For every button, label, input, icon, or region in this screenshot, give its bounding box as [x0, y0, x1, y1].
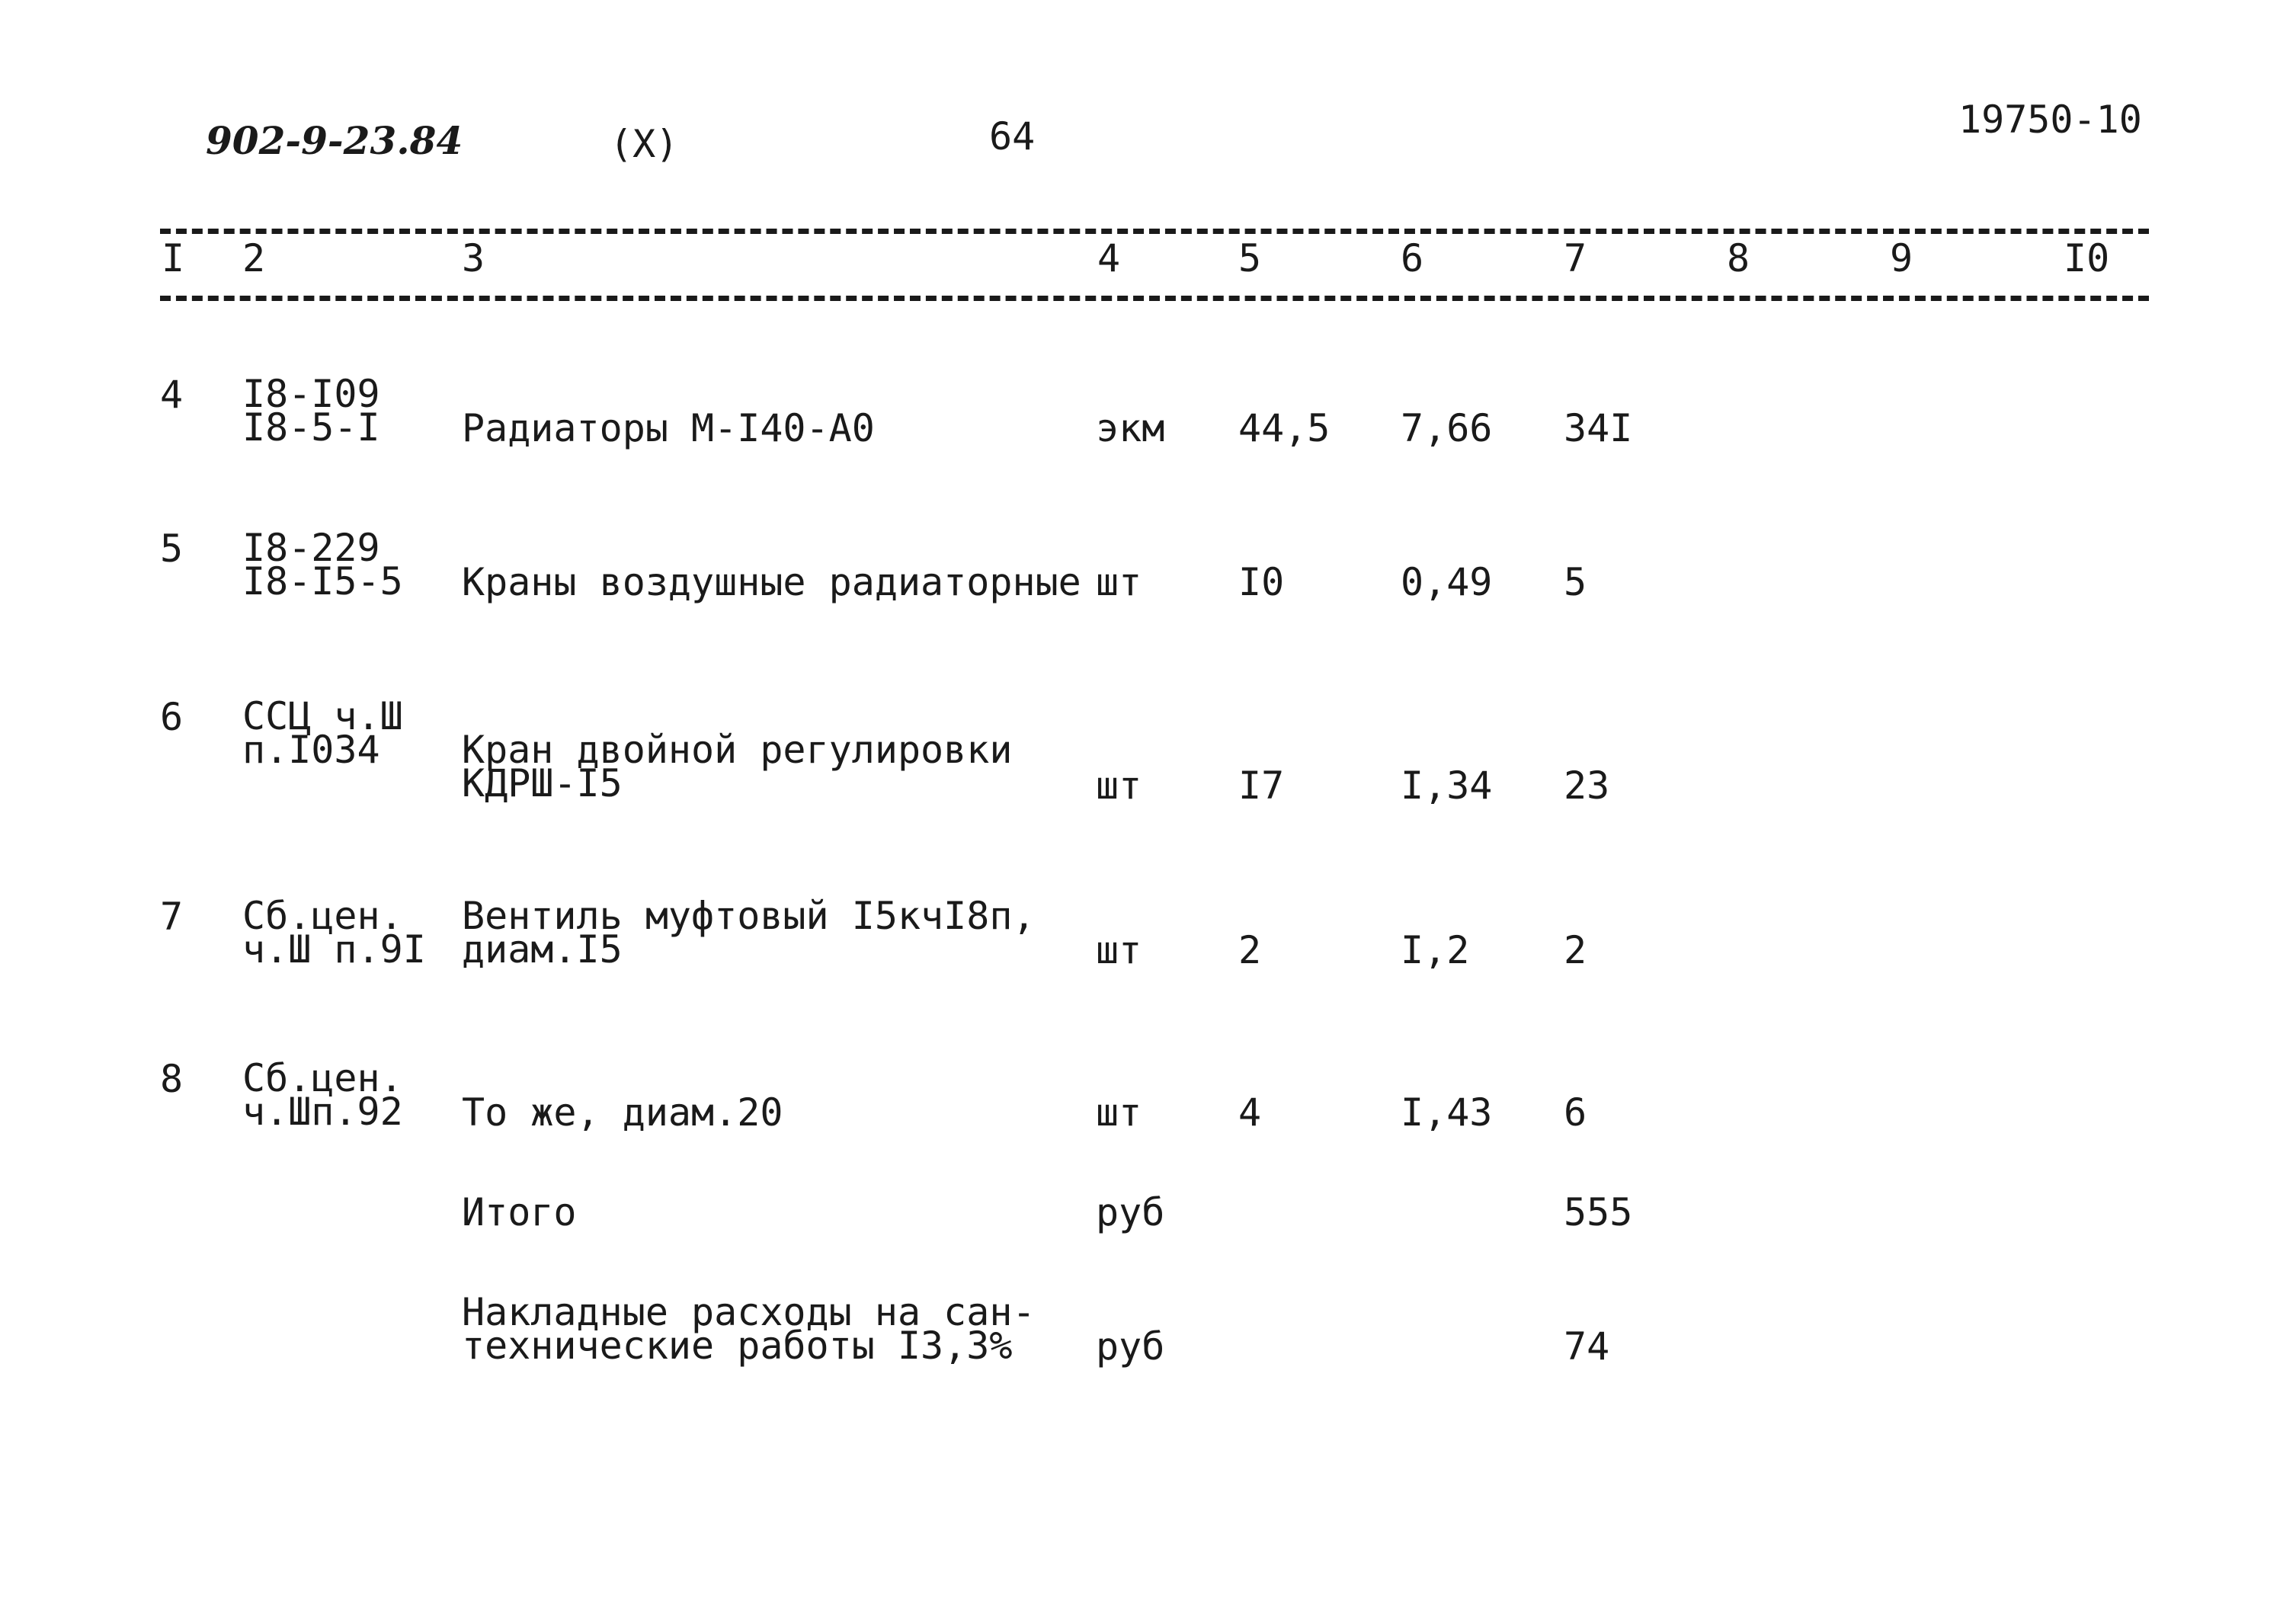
- total-cost: 555: [1564, 1190, 1633, 1234]
- column-header-8: 8: [1727, 236, 1750, 280]
- column-header-5: 5: [1238, 236, 1262, 280]
- item-name: Итого: [462, 1190, 577, 1234]
- item-name: Накладные расходы на сан- технические работы I3,3%: [462, 1290, 1036, 1368]
- row-number: 4: [160, 373, 184, 417]
- unit: шт: [1096, 764, 1142, 808]
- column-header-3: 3: [462, 236, 485, 280]
- total-cost: 2: [1564, 928, 1587, 972]
- unit-price: I,34: [1401, 764, 1493, 808]
- unit: руб: [1096, 1190, 1165, 1234]
- header-bottom-rule: [160, 296, 2149, 301]
- column-header-2: 2: [242, 236, 266, 280]
- unit: шт: [1096, 560, 1142, 604]
- header-top-rule: [160, 229, 2149, 234]
- item-name: Вентиль муфтовый I5кчI8п, диам.I5: [462, 894, 1036, 972]
- unit-price: I,43: [1401, 1090, 1493, 1135]
- page-number: 64: [989, 114, 1036, 158]
- reference-code: I8-229 I8-I5-5: [242, 526, 403, 603]
- item-name: Краны воздушные радиаторные: [462, 560, 1081, 604]
- unit: экм: [1096, 406, 1165, 450]
- column-header-4: 4: [1097, 236, 1121, 280]
- unit-price: 7,66: [1401, 406, 1493, 450]
- quantity: 4: [1238, 1090, 1262, 1135]
- column-header-6: 6: [1401, 236, 1424, 280]
- row-number: 6: [160, 695, 184, 739]
- reference-code: ССЦ ч.Ш п.I034: [242, 694, 403, 772]
- column-header-10: I0: [2064, 236, 2110, 280]
- unit-price: I,2: [1401, 928, 1470, 972]
- unit: шт: [1096, 928, 1142, 972]
- unit: руб: [1096, 1324, 1165, 1369]
- quantity: I7: [1238, 764, 1285, 808]
- total-cost: 74: [1564, 1324, 1610, 1369]
- section-label: (X): [610, 122, 679, 166]
- unit-price: 0,49: [1401, 560, 1493, 604]
- quantity: 44,5: [1238, 406, 1331, 450]
- total-cost: 5: [1564, 560, 1587, 604]
- total-cost: 34I: [1564, 406, 1633, 450]
- row-number: 8: [160, 1057, 184, 1101]
- column-header-9: 9: [1890, 236, 1913, 280]
- quantity: I0: [1238, 560, 1285, 604]
- reference-code: Сб.цен. ч.Шп.92: [242, 1056, 403, 1134]
- quantity: 2: [1238, 928, 1262, 972]
- sheet-code: 19750-10: [1958, 98, 2142, 142]
- row-number: 7: [160, 895, 184, 939]
- row-number: 5: [160, 527, 184, 571]
- item-name: Кран двойной регулировки КДРШ-I5: [462, 728, 1013, 805]
- total-cost: 6: [1564, 1090, 1587, 1135]
- column-header-7: 7: [1564, 236, 1587, 280]
- document-code: 902-9-23.84: [206, 118, 463, 163]
- reference-code: Сб.цен. ч.Ш п.9I: [242, 894, 426, 972]
- reference-code: I8-I09 I8-5-I: [242, 372, 380, 450]
- item-name: Радиаторы М-I40-А0: [462, 406, 875, 450]
- column-header-1: I: [162, 236, 185, 280]
- unit: шт: [1096, 1090, 1142, 1135]
- total-cost: 23: [1564, 764, 1610, 808]
- item-name: То же, диам.20: [462, 1090, 783, 1135]
